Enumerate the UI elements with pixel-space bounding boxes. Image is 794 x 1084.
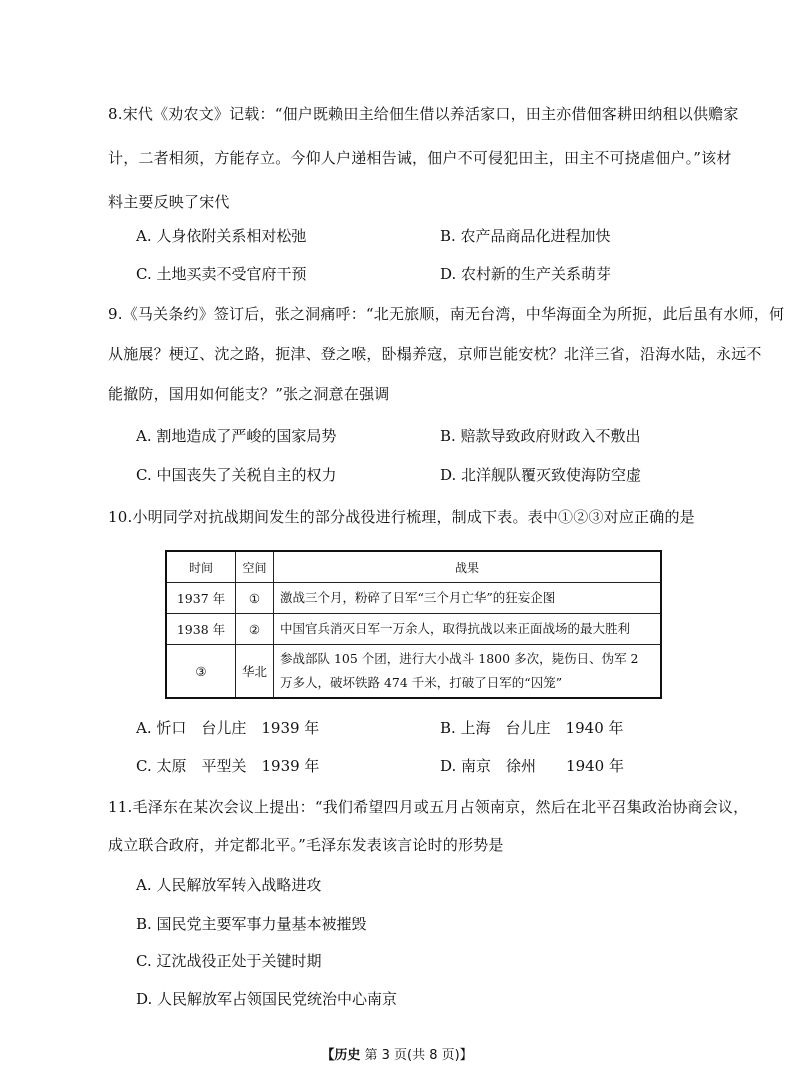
q8-option-c: C. 土地买卖不受官府干预	[136, 265, 307, 283]
q11-stem-line-1: 11.毛泽东在某次会议上提出：“我们希望四月或五月占领南京，然后在北平召集政治协商会议，	[108, 798, 749, 816]
q11-stem-line-2: 成立联合政府，并定都北平。”毛泽东发表该言论时的形势是	[108, 836, 504, 854]
q8-option-d: D. 农村新的生产关系萌芽	[440, 265, 612, 283]
table-row	[166, 645, 661, 699]
page-footer	[0, 1044, 794, 1063]
table-cell: 激战三个月，粉碎了日军“三个月亡华”的狂妄企图	[274, 583, 662, 614]
table-cell: 华北	[236, 645, 274, 699]
table-cell: ③	[166, 645, 236, 699]
battle-table	[165, 550, 662, 699]
q8-stem-line-2: 计，二者相须，方能存立。今仰人户递相告诫，佃户不可侵犯田主，田主不可挠虐佃户。”该材	[108, 149, 732, 167]
q11-option-a: A. 人民解放军转入战略进攻	[136, 876, 322, 894]
q9-option-d: D. 北洋舰队覆灭致使海防空虚	[440, 466, 642, 484]
footer-subject: 【历史	[321, 1048, 361, 1063]
q11-option-d: D. 人民解放军占领国民党统治中心南京	[136, 990, 398, 1008]
table-row	[166, 583, 661, 614]
table-cell: 中国官兵消灭日军一万余人，取得抗战以来正面战场的最大胜利	[274, 614, 662, 645]
q11-option-b: B. 国民党主要军事力量基本被摧毁	[136, 915, 367, 933]
q8-option-b: B. 农产品商品化进程加快	[440, 227, 611, 245]
footer-page-number: 第 3 页(共 8 页)】	[364, 1048, 473, 1063]
q10-option-b: B. 上海 台儿庄 1940 年	[440, 719, 624, 737]
q10-option-c: C. 太原 平型关 1939 年	[136, 757, 320, 775]
table-header-time: 时间	[166, 551, 236, 583]
q9-option-a: A. 割地造成了严峻的国家局势	[136, 427, 337, 445]
q8-stem-line-1: 8.宋代《劝农文》记载：“佃户既赖田主给佃生借以养活家口，田主亦借佃客耕田纳租以供赡家	[108, 105, 739, 123]
table-cell: 参战部队 105 个团，进行大小战斗 1800 多次，毙伤日、伪军 2 万多人，破坏铁路 474 千米，打破了日军的“囚笼”	[274, 645, 662, 699]
table-header-result: 战果	[274, 551, 662, 583]
table-cell: ①	[236, 583, 274, 614]
table-cell: 1937 年	[166, 583, 236, 614]
table-cell: ②	[236, 614, 274, 645]
q8-option-a: A. 人身依附关系相对松弛	[136, 227, 307, 245]
table-header-row	[166, 551, 661, 583]
q8-stem-line-3: 料主要反映了宋代	[108, 193, 230, 211]
table-header-place: 空间	[236, 551, 274, 583]
q9-option-b: B. 赔款导致政府财政入不敷出	[440, 427, 641, 445]
q10-stem-line-1: 10.小明同学对抗战期间发生的部分战役进行梳理，制成下表。表中①②③对应正确的是	[108, 508, 695, 526]
q11-option-c: C. 辽沈战役正处于关键时期	[136, 952, 322, 970]
q9-stem-line-3: 能撤防，国用如何能支？”张之洞意在强调	[108, 385, 390, 403]
q10-option-d: D. 南京 徐州 1940 年	[440, 757, 624, 775]
q10-option-a: A. 忻口 台儿庄 1939 年	[136, 719, 320, 737]
q9-stem-line-2: 从施展？梗辽、沈之路，扼津、登之喉，卧榻养寇，京师岂能安枕？北洋三省，沿海水陆，永远不	[108, 345, 762, 363]
table-row	[166, 614, 661, 645]
q9-stem-line-1: 9.《马关条约》签订后，张之洞痛呼：“北无旅顺，南无台湾，中华海面全为所扼，此后虽有水师，何	[108, 305, 785, 323]
table-cell: 1938 年	[166, 614, 236, 645]
q9-option-c: C. 中国丧失了关税自主的权力	[136, 466, 337, 484]
